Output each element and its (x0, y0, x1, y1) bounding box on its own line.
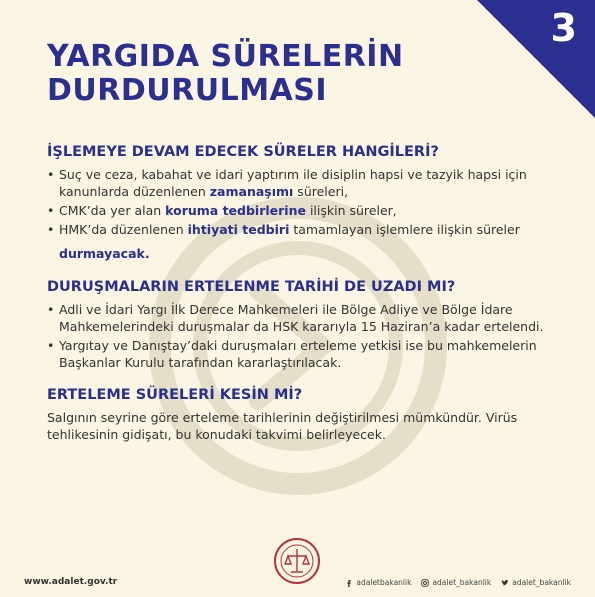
title-line-2: DURDURULMASI (47, 73, 328, 108)
main-content (47, 144, 557, 443)
facebook-handle: adaletbakanlik (356, 578, 412, 587)
list-item: • Suç ve ceza, kabahat ve idari yaptırım ile disiplin hapsi ve tazyik hapsi için kanunlarda düzenlenen zamanaşımı süreleri, (47, 166, 557, 200)
instagram-handle: adalet_bakanlik (432, 578, 492, 587)
bullet-list (47, 301, 557, 371)
list-item: • Adli ve İdari Yargı İlk Derece Mahkemeleri ile Bölge Adliye ve Bölge İdare Mahkemelerindeki duruşmalar da HSK kararıyla 15 Haziran’a kadar ertelendi. (47, 301, 557, 335)
section-heading: ERTELEME SÜRELERİ KESİN Mİ? (47, 387, 303, 403)
instagram-icon (421, 579, 429, 587)
social-links (345, 578, 571, 587)
list-item: • CMK’da yer alan koruma tedbirlerine ilişkin süreler, (47, 202, 557, 219)
conclusion-text: durmayacak. (59, 246, 150, 261)
instagram-link[interactable] (421, 578, 491, 587)
page-title (47, 40, 404, 108)
facebook-icon (345, 579, 353, 587)
section-heading: İŞLEMEYE DEVAM EDECEK SÜRELER HANGİLERİ? (47, 144, 439, 160)
list-item: • Yargıtay ve Danıştay’daki duruşmaları erteleme yetkisi ise bu mahkemelerin Başkanlar Kurulu tarafından kararlaştırılacak. (47, 337, 557, 371)
page-number: 3 (550, 6, 577, 50)
section-hearings (47, 279, 557, 371)
ministry-seal-icon (274, 538, 320, 584)
section-certainty (47, 387, 557, 443)
twitter-link[interactable] (501, 578, 571, 587)
title-line-1: YARGIDA SÜRELERİN (47, 39, 404, 74)
section-heading: DURUŞMALARIN ERTELENME TARİHİ DE UZADI MI? (47, 279, 456, 295)
list-item: • HMK’da düzenlenen ihtiyati tedbiri tamamlayan işlemlere ilişkin süreler (47, 221, 557, 238)
section-ongoing-periods (47, 144, 557, 261)
twitter-handle: adalet_bakanlik (512, 578, 571, 587)
corner-triangle (477, 0, 595, 118)
paragraph: Salgının seyrine göre erteleme tarihlerinin değiştirilmesi mümkündür. Virüs tehlikesinin gidişatı, bu konudaki takvimi belirleyecek. (47, 410, 518, 442)
bullet-list (47, 166, 557, 238)
twitter-icon (501, 579, 509, 587)
facebook-link[interactable] (345, 578, 411, 587)
website-link[interactable]: www.adalet.gov.tr (24, 577, 118, 587)
